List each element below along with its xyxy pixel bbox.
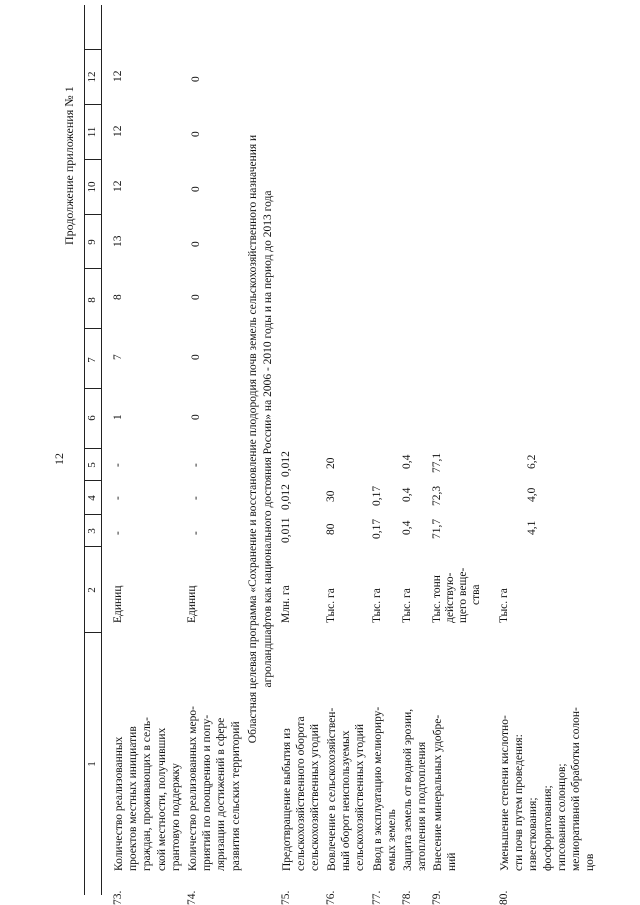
text-line: Предотвращение выбытия из xyxy=(281,728,293,871)
text-line: емых земель xyxy=(386,809,399,871)
value-cell: 12 xyxy=(112,125,124,137)
value-cell: - xyxy=(190,496,202,500)
text-line: ный оборот неиспользуемых xyxy=(340,730,353,871)
table-top-border xyxy=(84,5,85,895)
column-number: 5 xyxy=(86,462,98,468)
col-divider xyxy=(84,214,101,215)
value-cell: 0,4 xyxy=(401,520,413,535)
row-number: 76. xyxy=(325,890,337,905)
column-number: 2 xyxy=(86,587,98,593)
text-line: сельскохозяйственных угодий xyxy=(354,724,367,871)
value-cell: - xyxy=(112,531,124,535)
text-line: Уменьшение степени кислотно- xyxy=(499,715,511,871)
text-line: ний xyxy=(446,852,459,871)
value-cell: 13 xyxy=(112,235,124,247)
text-line: сти почв путем проведения: xyxy=(513,734,526,871)
text-line: развития сельских территорий xyxy=(229,721,242,871)
text-line: сельскохозяйственного оборота xyxy=(295,716,308,871)
unit-cell: Млн. га xyxy=(280,585,292,623)
text-line: затопления и подтопления xyxy=(416,741,429,871)
row-number: 77. xyxy=(371,890,383,905)
text-line: фосфоритования; xyxy=(541,785,554,871)
col-divider xyxy=(84,514,101,515)
value-cell: 30 xyxy=(325,490,337,502)
unit-cell: Тыс. га xyxy=(401,588,413,623)
value-cell: 0 xyxy=(190,294,202,300)
value-cell: 80 xyxy=(325,523,337,535)
unit-cell: Тыс. га xyxy=(498,588,510,623)
row-number: 80. xyxy=(498,890,510,905)
column-number: 4 xyxy=(86,495,98,501)
col-divider xyxy=(84,268,101,269)
col-divider xyxy=(84,104,101,105)
value-cell: 0,012 xyxy=(280,451,292,477)
value-cell: 12 xyxy=(112,180,124,192)
unit-line: щего веще- xyxy=(457,567,469,623)
col-divider xyxy=(84,632,101,633)
row-description xyxy=(371,641,399,871)
column-number: 9 xyxy=(86,239,98,245)
unit-cell: Единиц xyxy=(112,585,124,623)
text-line: проектов местных инициатив xyxy=(127,726,140,871)
column-number: 10 xyxy=(86,181,98,193)
text-line: ляризации достижений в сфере xyxy=(215,717,228,871)
value-cell: 0,17 xyxy=(371,485,383,506)
text-line: Количество реализованных меро- xyxy=(187,706,199,871)
value-cell: 0,4 xyxy=(401,487,413,502)
text-line: известкования; xyxy=(527,797,540,871)
value-cell: 4,0 xyxy=(526,487,538,502)
value-cell: 7 xyxy=(112,354,124,360)
row-number: 78. xyxy=(401,890,413,905)
row-number: 73. xyxy=(112,890,124,905)
text-line: Внесение минеральных удобре- xyxy=(432,714,444,871)
text-line: гипсования солонцов; xyxy=(555,763,568,871)
row-description xyxy=(325,641,368,871)
value-cell: 6,2 xyxy=(526,454,538,469)
text-line: грантовую поддержку xyxy=(169,763,182,871)
col-divider xyxy=(84,546,101,547)
unit-line: ства xyxy=(470,584,482,605)
value-cell: - xyxy=(112,463,124,467)
value-cell: 72,3 xyxy=(431,485,443,506)
row-number: 75. xyxy=(280,890,292,905)
value-cell: 0 xyxy=(190,354,202,360)
col-divider xyxy=(84,49,101,50)
unit-cell: Тыс. га xyxy=(371,588,383,623)
column-number: 6 xyxy=(86,415,98,421)
row-description xyxy=(498,626,597,871)
continuation-label: Продолжение приложения № 1 xyxy=(62,86,76,245)
program-title-line: Областная целевая программа «Сохранение и восстановление плодородия почв земель сельскохозяйственного назначения и xyxy=(247,134,259,744)
text-line: приятий по поощрению и попу- xyxy=(201,714,214,871)
page-number: 12 xyxy=(52,453,66,465)
unit-cell: Единиц xyxy=(186,585,198,623)
value-cell: - xyxy=(112,496,124,500)
text-line: Вовлечение в сельскохозяйствен- xyxy=(326,707,338,871)
column-number: 12 xyxy=(86,71,98,83)
text-line: Защита земель от водной эрозии, xyxy=(402,708,414,871)
column-number: 11 xyxy=(86,126,98,138)
row-description xyxy=(401,641,429,871)
text-line: Количество реализованных xyxy=(113,736,125,871)
text-line: Ввод в эксплуатацию мелиориру- xyxy=(372,706,384,871)
unit-cell: Тыс. га xyxy=(325,588,337,623)
value-cell: 20 xyxy=(325,457,337,469)
col-divider xyxy=(84,328,101,329)
text-line: цов xyxy=(584,853,597,871)
program-title-line: агроландшафтов как национального достояния России» на 2006 - 2010 годы и на период до 2013 года xyxy=(262,190,274,688)
value-cell: 0 xyxy=(190,76,202,82)
text-line: ской местности, получивших xyxy=(155,727,168,871)
value-cell: 0,17 xyxy=(371,518,383,539)
text-line: сельскохозяйственных угодий xyxy=(309,724,322,871)
column-number: 8 xyxy=(86,297,98,303)
value-cell: 8 xyxy=(112,294,124,300)
text-line: мелиоративной обработки солон- xyxy=(570,707,583,871)
col-divider xyxy=(84,448,101,449)
row-number: 79. xyxy=(431,890,443,905)
row-description xyxy=(186,641,243,871)
column-number: 1 xyxy=(86,761,98,767)
column-number: 3 xyxy=(86,528,98,534)
value-cell: 1 xyxy=(112,414,124,420)
value-cell: 12 xyxy=(112,70,124,82)
value-cell: 0 xyxy=(190,241,202,247)
unit-cell xyxy=(431,553,483,623)
unit-line: действую- xyxy=(444,572,456,623)
value-cell: 0,011 xyxy=(280,517,292,543)
col-divider xyxy=(84,159,101,160)
col-divider xyxy=(84,480,101,481)
header-bottom-border xyxy=(101,5,102,895)
value-cell: 0,012 xyxy=(280,484,292,510)
unit-line: Тыс. тонн xyxy=(431,575,443,623)
row-description xyxy=(112,641,183,871)
column-number: 7 xyxy=(86,357,98,363)
row-number: 74. xyxy=(186,890,198,905)
value-cell: 0,4 xyxy=(401,454,413,469)
col-divider xyxy=(84,388,101,389)
value-cell: 0 xyxy=(190,131,202,137)
row-description xyxy=(431,641,459,871)
value-cell: 77,1 xyxy=(431,452,443,473)
value-cell: 71,7 xyxy=(431,518,443,539)
program-title xyxy=(246,9,276,869)
value-cell: - xyxy=(190,531,202,535)
value-cell: 4,1 xyxy=(526,520,538,535)
value-cell: - xyxy=(190,463,202,467)
value-cell: 0 xyxy=(190,414,202,420)
text-line: граждан, проживающих в сель- xyxy=(141,717,154,871)
value-cell: 0 xyxy=(190,186,202,192)
row-description xyxy=(280,641,323,871)
